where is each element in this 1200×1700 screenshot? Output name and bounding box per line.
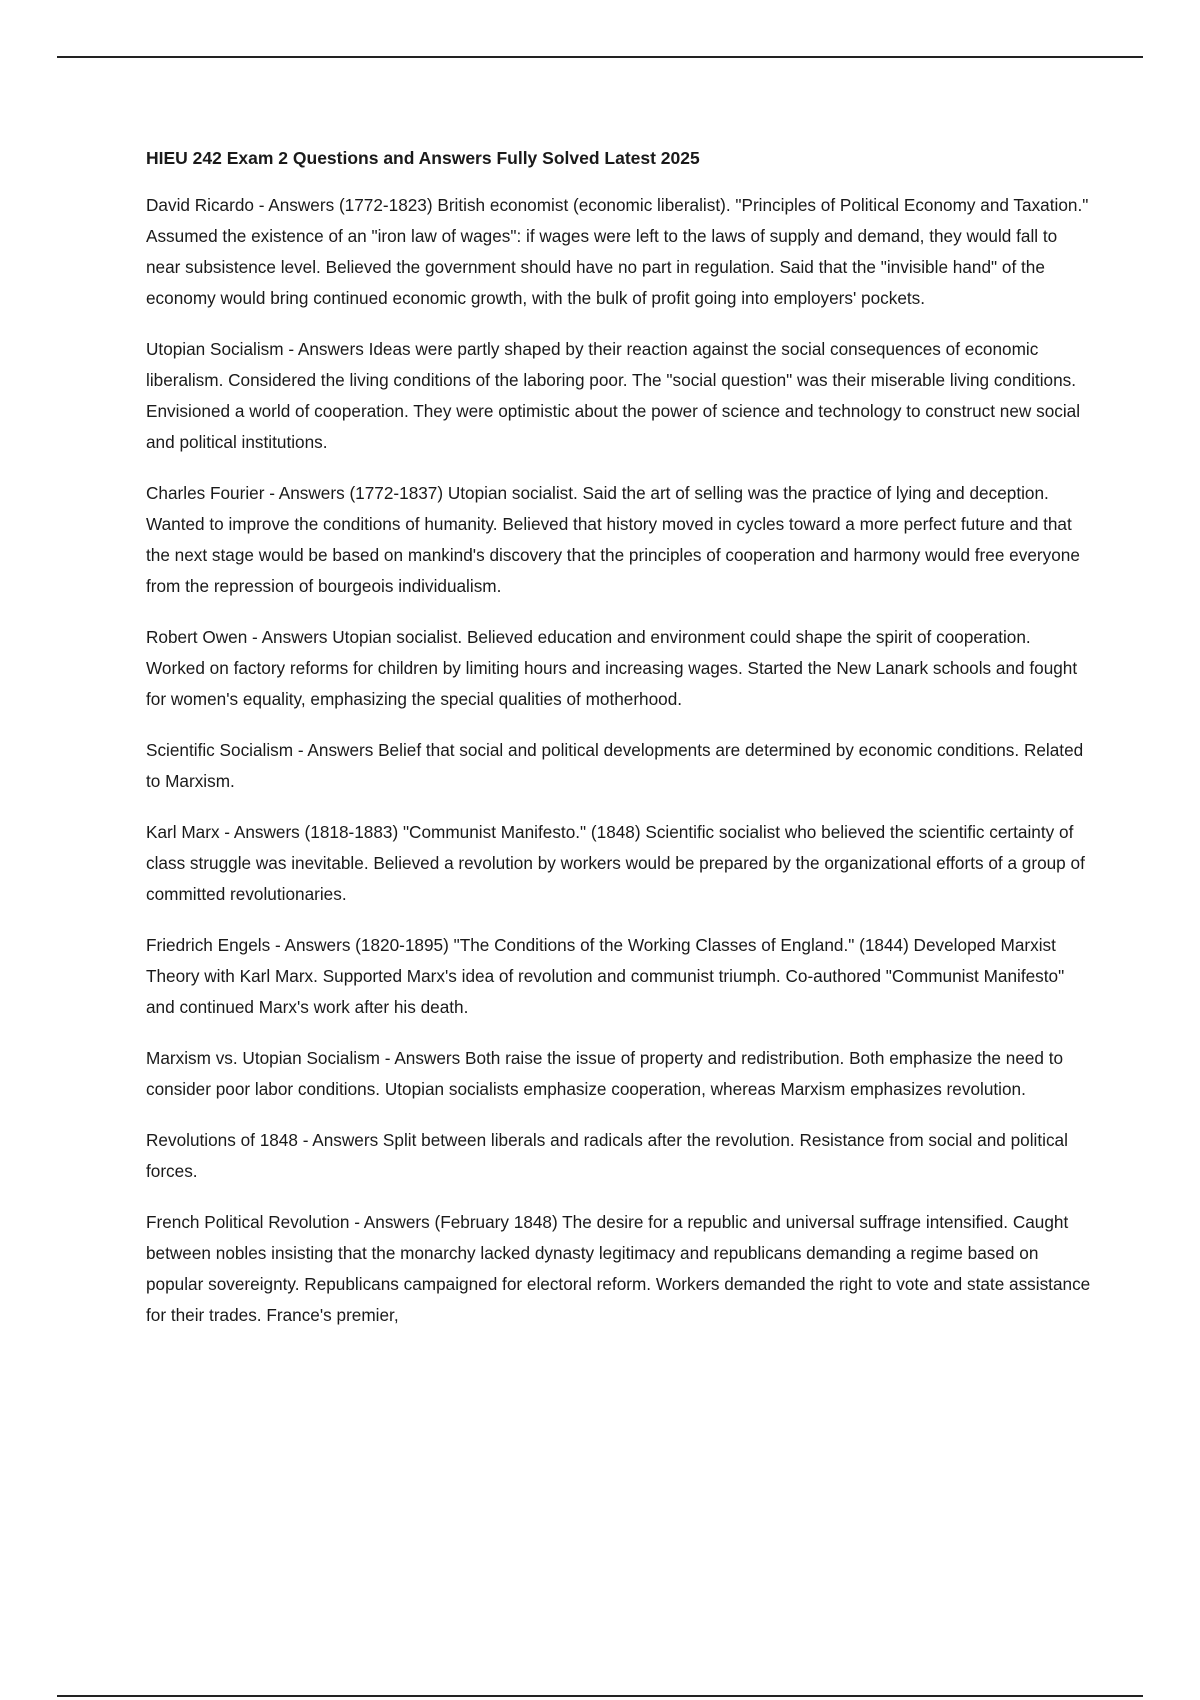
top-rule (57, 56, 1143, 58)
entry-marxism-vs-utopian: Marxism vs. Utopian Socialism - Answers Both raise the issue of property and redistribution. Both emphasize the need to consider poor labor conditions. Utopian socialists emphasize cooperation, whereas Marxism emphasizes revolution. (146, 1048, 1064, 1099)
entry-karl-marx: Karl Marx - Answers (1818-1883) "Communist Manifesto." (1848) Scientific socialist who believed the scientific certainty of class struggle was inevitable. Believed a revolution by workers would be prepared by the organizational efforts of a group of committed revolutionaries. (146, 822, 1085, 904)
entry-scientific-socialism: Scientific Socialism - Answers Belief that social and political developments are determined by economic conditions. Related to Marxism. (146, 740, 1084, 791)
document-title: HIEU 242 Exam 2 Questions and Answers Fully Solved Latest 2025 (146, 148, 700, 168)
document-body (146, 144, 1094, 1351)
entry-french-political-revolution: French Political Revolution - Answers (February 1848) The desire for a republic and universal suffrage intensified. Caught between nobles insisting that the monarchy lacked dynasty legitimacy and republicans demanding a regime based on popular sovereignty. Republicans campaigned for electoral reform. Workers demanded the right to vote and state assistance for their trades. France's premier, (146, 1212, 1091, 1325)
entry-robert-owen: Robert Owen - Answers Utopian socialist. Believed education and environment could shape the spirit of cooperation. Worked on factory reforms for children by limiting hours and increasing wages. Started the New Lanark schools and fought for women's equality, emphasizing the special qualities of motherhood. (146, 627, 1078, 709)
entry-friedrich-engels: Friedrich Engels - Answers (1820-1895) "The Conditions of the Working Classes of England." (1844) Developed Marxist Theory with Karl Marx. Supported Marx's idea of revolution and communist triumph. Co-authored "Communist Manifesto" and continued Marx's work after his death. (146, 935, 1065, 1017)
entry-david-ricardo: David Ricardo - Answers (1772-1823) British economist (economic liberalist). "Principles of Political Economy and Taxation." Assumed the existence of an "iron law of wages": if wages were left to the laws of supply and demand, they would fall to near subsistence level. Believed the government should have no part in regulation. Said that the "invisible hand" of the economy would bring continued economic growth, with the bulk of profit going into employers' pockets. (146, 195, 1089, 308)
bottom-rule (57, 1695, 1143, 1697)
entry-revolutions-1848: Revolutions of 1848 - Answers Split between liberals and radicals after the revolution. Resistance from social and political forces. (146, 1130, 1068, 1181)
entry-charles-fourier: Charles Fourier - Answers (1772-1837) Utopian socialist. Said the art of selling was the practice of lying and deception. Wanted to improve the conditions of humanity. Believed that history moved in cycles toward a more perfect future and that the next stage would be based on mankind's discovery that the principles of cooperation and harmony would free everyone from the repression of bourgeois individualism. (146, 483, 1080, 596)
entry-utopian-socialism: Utopian Socialism - Answers Ideas were partly shaped by their reaction against the social consequences of economic liberalism. Considered the living conditions of the laboring poor. The "social question" was their miserable living conditions. Envisioned a world of cooperation. They were optimistic about the power of science and technology to construct new social and political institutions. (146, 339, 1081, 452)
